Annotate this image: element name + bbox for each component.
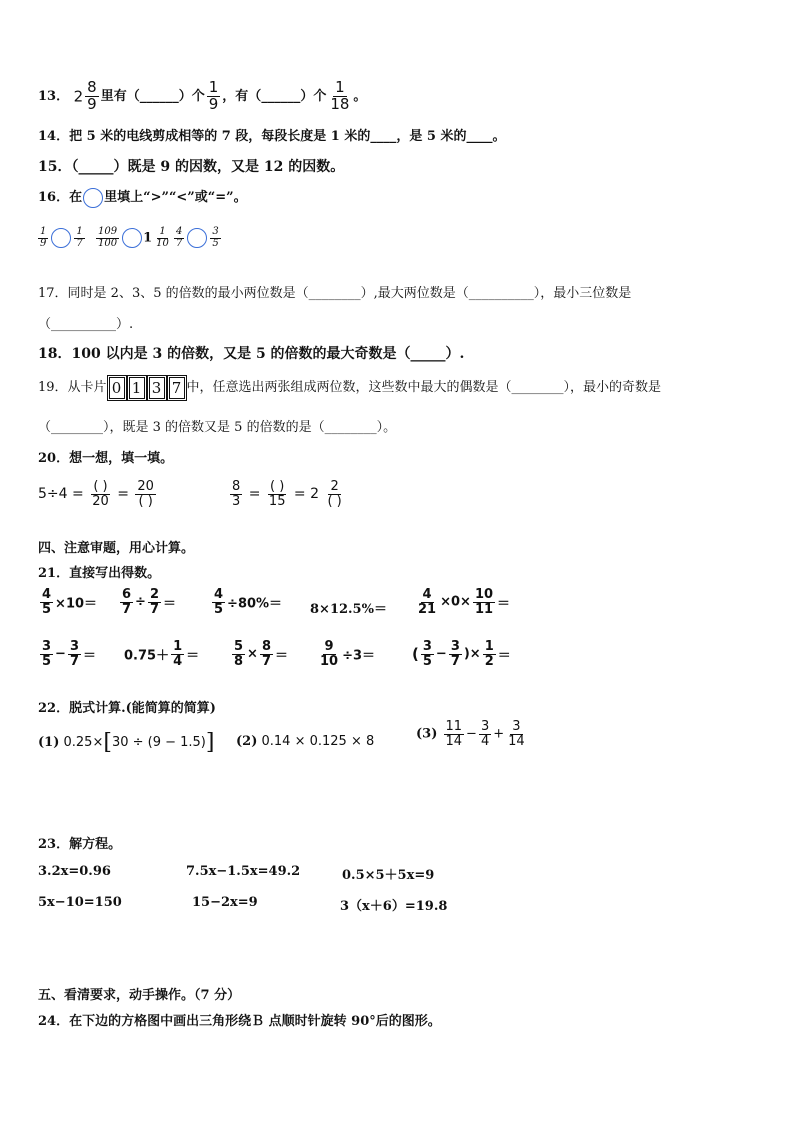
question-16: 16．在 里填上“>”“<”或“=”。 xyxy=(38,186,247,208)
q21-item-2: $\frac{6}{7}$ ÷ $\frac{2}{7}$ ＝ xyxy=(122,587,177,617)
q20-equation-1: 5÷4 = $\frac{( )}{20}$ = $\frac{20}{( )}$ xyxy=(38,479,154,509)
digit-card: 3 xyxy=(149,377,165,399)
section-5-title: 五、看清要求，动手操作。（7 分） xyxy=(38,988,241,1003)
question-19-line-1: 19．从卡片 0 1 3 7 中，任意选出两张组成两位数，这些数中最大的偶数是（________），最小的奇数是 xyxy=(38,378,662,397)
answer-circle-3[interactable] xyxy=(187,228,207,248)
q13-number: 13． xyxy=(38,88,70,104)
equation-1: 3.2x=0.96 xyxy=(38,864,111,879)
q13-blank-2[interactable]: ______ xyxy=(261,88,301,104)
question-22-title: 22．脱式计算.(能简算的简算) xyxy=(38,701,216,716)
equation-3: 0.5×5＋5x=9 xyxy=(342,868,435,883)
q21-item-5: $\frac{4}{21}$ ×0× $\frac{10}{11}$ ＝ xyxy=(418,587,511,617)
question-17-line-2: （__________）. xyxy=(38,317,134,332)
question-14: 14．把 5 米的电线剪成相等的 7 段，每段长度是 1 米的____，是 5 米的____。 xyxy=(38,129,506,144)
q13-fraction-2: $\frac{1}{9}$ xyxy=(208,78,219,113)
q21-item-3: $\frac{4}{5}$ ÷80%＝ xyxy=(214,587,283,617)
q13-blank-1[interactable]: ______ xyxy=(139,88,179,104)
q13-fraction-3: $\frac{1}{18}$ xyxy=(330,78,350,113)
q13-fraction-1: $\frac{8}{9}$ xyxy=(87,78,97,113)
question-20-title: 20．想一想，填一填。 xyxy=(38,451,174,466)
q21-item-1: $\frac{4}{5}$ ×10＝ xyxy=(42,587,98,617)
q22-problem-2: (2) 0.14 × 0.125 × 8 xyxy=(236,734,375,749)
question-23-title: 23．解方程。 xyxy=(38,837,122,852)
question-21-title: 21．直接写出得数。 xyxy=(38,566,161,581)
section-4-title: 四、注意审题，用心计算。 xyxy=(38,541,195,556)
question-18: 18．100 以内是 3 的倍数，又是 5 的倍数的最大奇数是（_____）. xyxy=(38,346,465,362)
compare-circle-icon xyxy=(83,188,103,208)
question-13: 13． 2 $\frac{8}{9}$ 里有（______）个 $\frac{1}{9}$ ，有（______）个 $\frac{1}{18}$ 。 xyxy=(38,78,367,113)
q21-item-7: 0.75＋ $\frac{1}{4}$ ＝ xyxy=(124,639,200,669)
question-17-line-1: 17．同时是 2、3、5 的倍数的最小两位数是（________）,最大两位数是（__________），最小三位数是 xyxy=(38,286,632,301)
answer-circle-1[interactable] xyxy=(51,228,71,248)
q21-item-10: ( $\frac{3}{5}$ − $\frac{3}{7}$ )× $\frac{1}{2}$ ＝ xyxy=(412,639,511,669)
equation-4: 5x−10=150 xyxy=(38,895,122,910)
q22-problem-1: (1) 0.25×[30 ÷ (9 − 1.5)] xyxy=(38,730,215,755)
q20-equation-2: $\frac{8}{3}$ = $\frac{( )}{15}$ = 2 $\frac{2}{( )}$ xyxy=(232,479,342,509)
q21-item-6: $\frac{3}{5}$ − $\frac{3}{7}$ ＝ xyxy=(42,639,97,669)
q21-item-4: 8×12.5%＝ xyxy=(310,602,387,617)
q16-compare-2: $\frac{109}{100}$ 1 $\frac{1}{10}$ xyxy=(98,226,169,249)
digit-card: 1 xyxy=(129,377,145,399)
question-19-line-2: （________），既是 3 的倍数又是 5 的倍数的是（________）。 xyxy=(38,420,397,435)
equation-5: 15−2x=9 xyxy=(192,895,258,910)
answer-circle-2[interactable] xyxy=(122,228,142,248)
q21-item-8: $\frac{5}{8}$ × $\frac{8}{7}$ ＝ xyxy=(234,639,289,669)
equation-6: 3（x＋6）=19.8 xyxy=(340,899,448,914)
equation-2: 7.5x−1.5x=49.2 xyxy=(186,864,301,879)
digit-card: 0 xyxy=(109,377,125,399)
q13-whole: 2 xyxy=(73,87,84,106)
question-24: 24．在下边的方格图中画出三角形绕Ｂ 点顺时针旋转 90°后的图形。 xyxy=(38,1014,441,1029)
q16-compare-3: $\frac{4}{7}$ $\frac{3}{5}$ xyxy=(176,226,219,249)
question-15: 15．（_____）既是 9 的因数，又是 12 的因数。 xyxy=(38,159,345,175)
digit-card: 7 xyxy=(169,377,185,399)
q21-item-9: $\frac{9}{10}$ ÷3＝ xyxy=(320,639,376,669)
q22-problem-3: (3) $\frac{11}{14}$ − $\frac{3}{4}$ + $\frac{3}{14}$ xyxy=(416,719,525,749)
q16-compare-1: $\frac{1}{9}$ $\frac{1}{7}$ xyxy=(40,226,83,249)
